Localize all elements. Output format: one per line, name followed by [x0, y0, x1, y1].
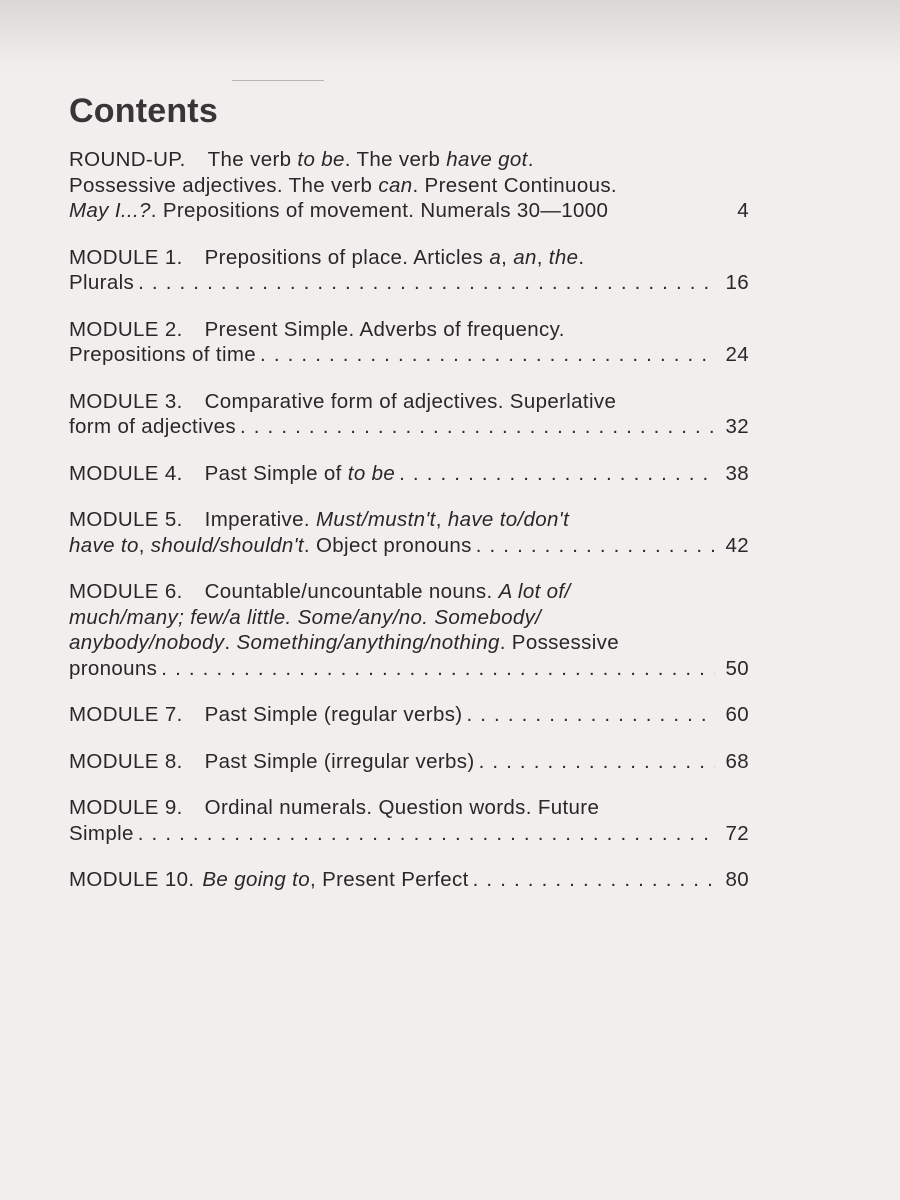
toc-entry-module-1[interactable]: MODULE 1. Prepositions of place. Articles a, an, the. Plurals . . . 16 — [69, 245, 749, 296]
toc-entry-module-6[interactable]: MODULE 6. Countable/uncountable nouns. A lot of/ much/many; few/a little. Some/any/no. Somebody/ anybody/nobody. Something/anything/nothing. Possessive pronouns . . . 50 — [69, 579, 749, 681]
page-number: 4 — [737, 199, 749, 222]
entry-label: MODULE 3. — [69, 389, 183, 413]
entry-label: MODULE 9. — [69, 796, 183, 819]
scan-mark — [232, 80, 324, 81]
toc-entry-module-2[interactable]: MODULE 2. Present Simple. Adverbs of frequency. Prepositions of time . . . 24 — [69, 317, 749, 368]
toc-entry-module-9[interactable]: MODULE 9. Ordinal numerals. Question words. Future Simple . . . 72 — [69, 795, 749, 846]
entry-label: MODULE 1. — [69, 245, 183, 269]
page-number: 60 — [725, 703, 749, 726]
entry-label: MODULE 6. — [69, 580, 183, 603]
toc-entry-round-up[interactable]: ROUND-UP. The verb to be. The verb have got. Possessive adjectives. The verb can. Present Continuous. May I...?. Prepositions of movement. Numerals 30—1000 4 — [69, 148, 749, 222]
dot-leader — [473, 867, 715, 893]
toc-entry-module-5[interactable]: MODULE 5. Imperative. Must/mustn't, have to/don't have to, should/shouldn't. Object pronouns . . . 42 — [69, 507, 749, 558]
dot-leader — [138, 821, 715, 847]
page-title: Contents — [69, 92, 218, 130]
entry-label: MODULE 2. — [69, 317, 183, 341]
toc-entry-module-8[interactable]: MODULE 8. Past Simple (irregular verbs) . . . 68 — [69, 749, 749, 775]
page-number: 80 — [725, 868, 749, 891]
page-number: 72 — [725, 821, 749, 845]
entry-label: MODULE 4. — [69, 461, 183, 485]
dot-leader — [399, 461, 715, 487]
page-number: 42 — [725, 533, 749, 557]
dot-leader — [479, 749, 715, 775]
toc-entry-module-4[interactable]: MODULE 4. Past Simple of to be . . . 38 — [69, 461, 749, 487]
entry-label: MODULE 5. — [69, 508, 183, 531]
page-number: 68 — [725, 749, 749, 773]
page-number: 32 — [725, 415, 749, 438]
entry-label: ROUND-UP. — [69, 148, 186, 171]
page-number: 50 — [725, 656, 749, 680]
toc-entry-module-10[interactable]: MODULE 10. Be going to, Present Perfect . . . 80 — [69, 867, 749, 893]
dot-leader — [260, 342, 715, 368]
page-number: 16 — [725, 271, 749, 294]
entry-label: MODULE 7. — [69, 703, 183, 726]
dot-leader — [240, 414, 715, 440]
dot-leader — [466, 702, 715, 728]
page-number: 24 — [725, 343, 749, 366]
toc-entry-module-7[interactable]: MODULE 7. Past Simple (regular verbs) . . . 60 — [69, 702, 749, 728]
entry-label: MODULE 8. — [69, 749, 183, 773]
dot-leader — [161, 656, 715, 682]
dot-leader — [138, 270, 715, 296]
toc-entry-module-3[interactable]: MODULE 3. Comparative form of adjectives. Superlative form of adjectives . . . 32 — [69, 389, 749, 440]
entry-label: MODULE 10. — [69, 868, 195, 891]
contents-page — [69, 92, 749, 914]
page-number: 38 — [725, 461, 749, 485]
scan-shadow — [0, 0, 900, 70]
dot-leader — [476, 533, 715, 559]
